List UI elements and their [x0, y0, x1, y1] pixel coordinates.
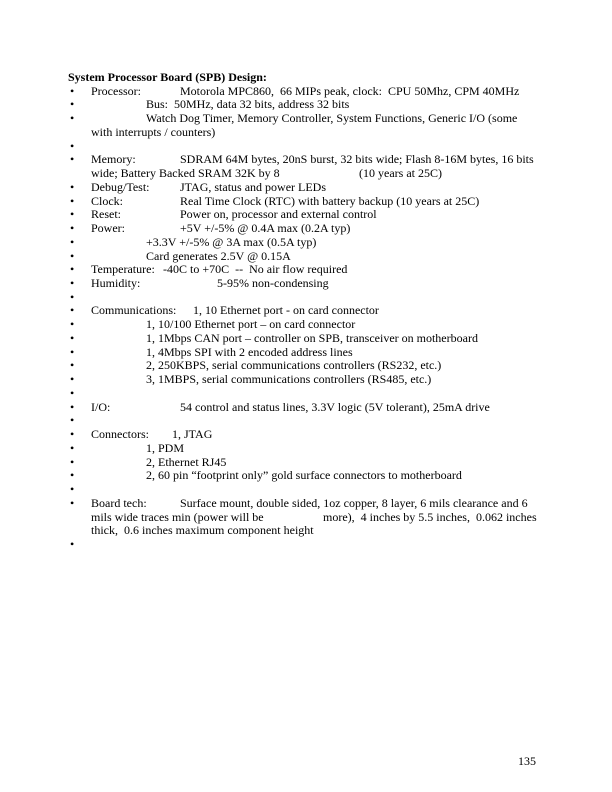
line-text: with interrupts / counters): [91, 124, 216, 139]
line-text: Temperature:: [91, 262, 155, 277]
document-line: [0, 208, 612, 222]
line-text: Debug/Test:: [91, 179, 150, 194]
document-line: [0, 195, 612, 209]
bullet-marker: •: [70, 289, 75, 304]
line-text: 1, 1Mbps CAN port – controller on SPB, transceiver on motherboard: [146, 330, 478, 345]
bullet-marker: •: [70, 330, 75, 345]
line-text: Humidity:: [91, 276, 141, 291]
bullet-marker: •: [70, 111, 75, 126]
bullet-marker: •: [70, 399, 75, 414]
document-line: [0, 469, 612, 483]
line-text: 2, 250KBPS, serial communications controllers (RS232, etc.): [146, 358, 442, 373]
line-text: more), 4 inches by 5.5 inches, 0.062 inches: [323, 509, 537, 524]
document-line: [0, 373, 612, 387]
line-text: thick, 0.6 inches maximum component height: [91, 523, 314, 538]
bullet-marker: •: [70, 193, 75, 208]
line-text: 1, 4Mbps SPI with 2 encoded address lines: [146, 344, 353, 359]
line-text: 1, PDM: [146, 440, 185, 455]
line-text: Communications:: [91, 303, 177, 318]
line-text: 1, 10 Ethernet port - on card connector: [193, 303, 379, 318]
document-line: [0, 497, 612, 511]
document-line: [0, 222, 612, 236]
line-text: Processor:: [91, 83, 141, 98]
line-text: Surface mount, double sided, 1oz copper, 8 layer, 6 mils clearance and 6: [180, 495, 528, 510]
bullet-marker: •: [70, 372, 75, 387]
line-text: Memory:: [91, 152, 136, 167]
line-text: (10 years at 25C): [359, 166, 442, 181]
bullet-marker: •: [70, 97, 75, 112]
document-line: [0, 332, 612, 346]
document-line: [0, 236, 612, 250]
document-line: [0, 524, 612, 538]
line-text: I/O:: [91, 399, 111, 414]
bullet-marker: •: [70, 427, 75, 442]
bullet-marker: •: [70, 536, 75, 551]
line-text: Card generates 2.5V @ 0.15A: [146, 248, 291, 263]
document-line: [0, 359, 612, 373]
line-text: +3.3V +/-5% @ 3A max (0.5A typ): [146, 234, 317, 249]
document-body: [0, 71, 612, 552]
line-text: 2, 60 pin “footprint only” gold surface connectors to motherboard: [146, 468, 462, 483]
line-text: 1, JTAG: [172, 427, 213, 442]
document-line: [0, 291, 612, 305]
line-text: wide; Battery Backed SRAM 32K by 8: [91, 166, 280, 181]
bullet-marker: •: [70, 454, 75, 469]
line-text: 3, 1MBPS, serial communications controllers (RS485, etc.): [146, 372, 432, 387]
page-number: 135: [518, 754, 536, 768]
bullet-marker: •: [70, 207, 75, 222]
bullet-marker: •: [70, 358, 75, 373]
line-text: Power on, processor and external control: [180, 207, 377, 222]
line-text: Watch Dog Timer, Memory Controller, System Functions, Generic I/O (some: [146, 111, 518, 126]
line-text: -40C to +70C -- No air flow required: [163, 262, 348, 277]
line-text: +5V +/-5% @ 0.4A max (0.2A typ): [180, 221, 351, 236]
document-line: [0, 263, 612, 277]
document-line: [0, 387, 612, 401]
line-text: Real Time Clock (RTC) with battery backup (10 years at 25C): [180, 193, 480, 208]
line-text: 54 control and status lines, 3.3V logic (5V tolerant), 25mA drive: [180, 399, 490, 414]
line-text: Connectors:: [91, 427, 149, 442]
bullet-marker: •: [70, 495, 75, 510]
document-line: [0, 85, 612, 99]
document-line: [0, 250, 612, 264]
document-line: [0, 277, 612, 291]
document-line: [0, 511, 612, 525]
document-line: [0, 346, 612, 360]
bullet-marker: •: [70, 276, 75, 291]
document-line: [0, 414, 612, 428]
line-text: Motorola MPC860, 66 MIPs peak, clock: CPU 50Mhz, CPM 40MHz: [180, 83, 520, 98]
document-line: [0, 456, 612, 470]
bullet-marker: •: [70, 262, 75, 277]
title-text: System Processor Board (SPB) Design:: [68, 70, 267, 84]
bullet-marker: •: [70, 440, 75, 455]
line-text: JTAG, status and power LEDs: [180, 179, 327, 194]
line-text: Clock:: [91, 193, 123, 208]
document-line: [0, 112, 612, 126]
document-line: [0, 538, 612, 552]
document-line: [0, 153, 612, 167]
document-line: [0, 140, 612, 154]
document-line: [0, 304, 612, 318]
document-line: [0, 428, 612, 442]
document-line: [0, 401, 612, 415]
bullet-marker: •: [70, 482, 75, 497]
line-text: 1, 10/100 Ethernet port – on card connector: [146, 317, 356, 332]
bullet-marker: •: [70, 317, 75, 332]
line-text: Board tech:: [91, 495, 147, 510]
bullet-marker: •: [70, 179, 75, 194]
document-title: [0, 71, 612, 85]
document-line: [0, 98, 612, 112]
document-line: [0, 442, 612, 456]
document-line: [0, 483, 612, 497]
document-line: [0, 167, 612, 181]
line-text: 2, Ethernet RJ45: [146, 454, 227, 469]
line-text: SDRAM 64M bytes, 20nS burst, 32 bits wide; Flash 8-16M bytes, 16 bits: [180, 152, 534, 167]
line-text: Reset:: [91, 207, 121, 222]
bullet-marker: •: [70, 468, 75, 483]
line-text: Bus: 50MHz, data 32 bits, address 32 bits: [146, 97, 350, 112]
bullet-marker: •: [70, 234, 75, 249]
bullet-marker: •: [70, 152, 75, 167]
bullet-marker: •: [70, 303, 75, 318]
bullet-marker: •: [70, 344, 75, 359]
bullet-marker: •: [70, 138, 75, 153]
line-text: Power:: [91, 221, 125, 236]
document-line: [0, 126, 612, 140]
line-text: mils wide traces min (power will be: [91, 509, 264, 524]
bullet-marker: •: [70, 248, 75, 263]
bullet-marker: •: [70, 83, 75, 98]
bullet-marker: •: [70, 413, 75, 428]
document-line: [0, 318, 612, 332]
line-text: 5-95% non-condensing: [217, 276, 329, 291]
document-line: [0, 181, 612, 195]
bullet-marker: •: [70, 221, 75, 236]
bullet-marker: •: [70, 385, 75, 400]
